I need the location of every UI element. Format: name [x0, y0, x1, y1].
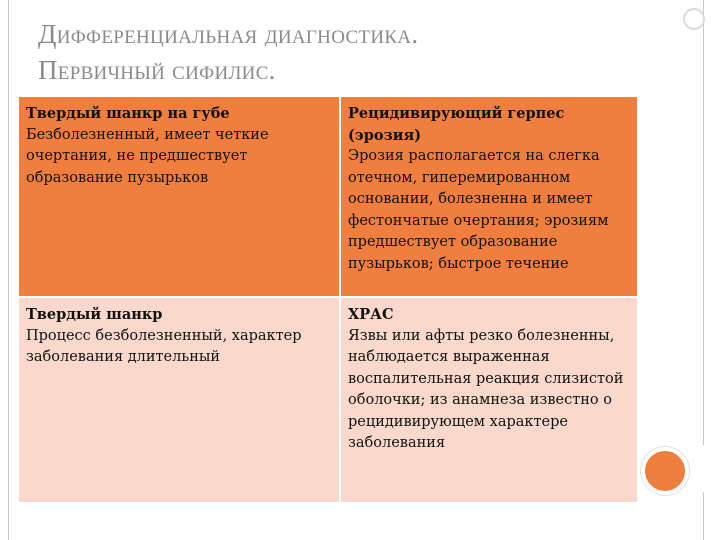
right-frame-line [703, 0, 704, 445]
table-cell-hras [340, 297, 637, 502]
title-line-2: Первичный сифилис. [38, 55, 276, 85]
table-row [19, 297, 637, 502]
slide-title [38, 16, 658, 88]
cell-heading: Твердый шанкр на губе [26, 105, 230, 122]
cell-text: Язвы или афты резко болезненны, наблюдается выраженная воспалительная реакция слизистой оболочки; из анамнеза известно о рецидивирующем характере заболевания [348, 327, 624, 451]
table-cell-hard-chancre [19, 297, 340, 502]
cell-heading: ХРАС [348, 306, 394, 323]
cell-heading: Рецидивирующий герпес (эрозия) [348, 105, 565, 144]
cell-text: Процесс безболезненный, характер заболевания длительный [26, 327, 302, 365]
title-line-1: Дифференциальная диагностика. [38, 19, 419, 49]
cell-text: Безболезненный, имеет четкие очертания, не предшествует образование пузырьков [26, 126, 269, 186]
table-row [19, 97, 637, 297]
cell-text: Эрозия располагается на слегка отечном, гиперемированном основании, болезненна и имеет фестончатые очертания; эрозиям предшествует образование пузырьков; быстрое течение [348, 148, 609, 272]
bottom-decorative-circle [641, 447, 689, 495]
table-cell-hard-chancre-lip [19, 97, 340, 297]
top-decorative-circle [683, 8, 705, 30]
table-cell-recurrent-herpes [340, 97, 637, 297]
left-frame-line [8, 0, 9, 540]
right-frame-line-lower [703, 492, 704, 540]
cell-heading: Твердый шанкр [26, 306, 163, 323]
comparison-table [19, 97, 637, 502]
